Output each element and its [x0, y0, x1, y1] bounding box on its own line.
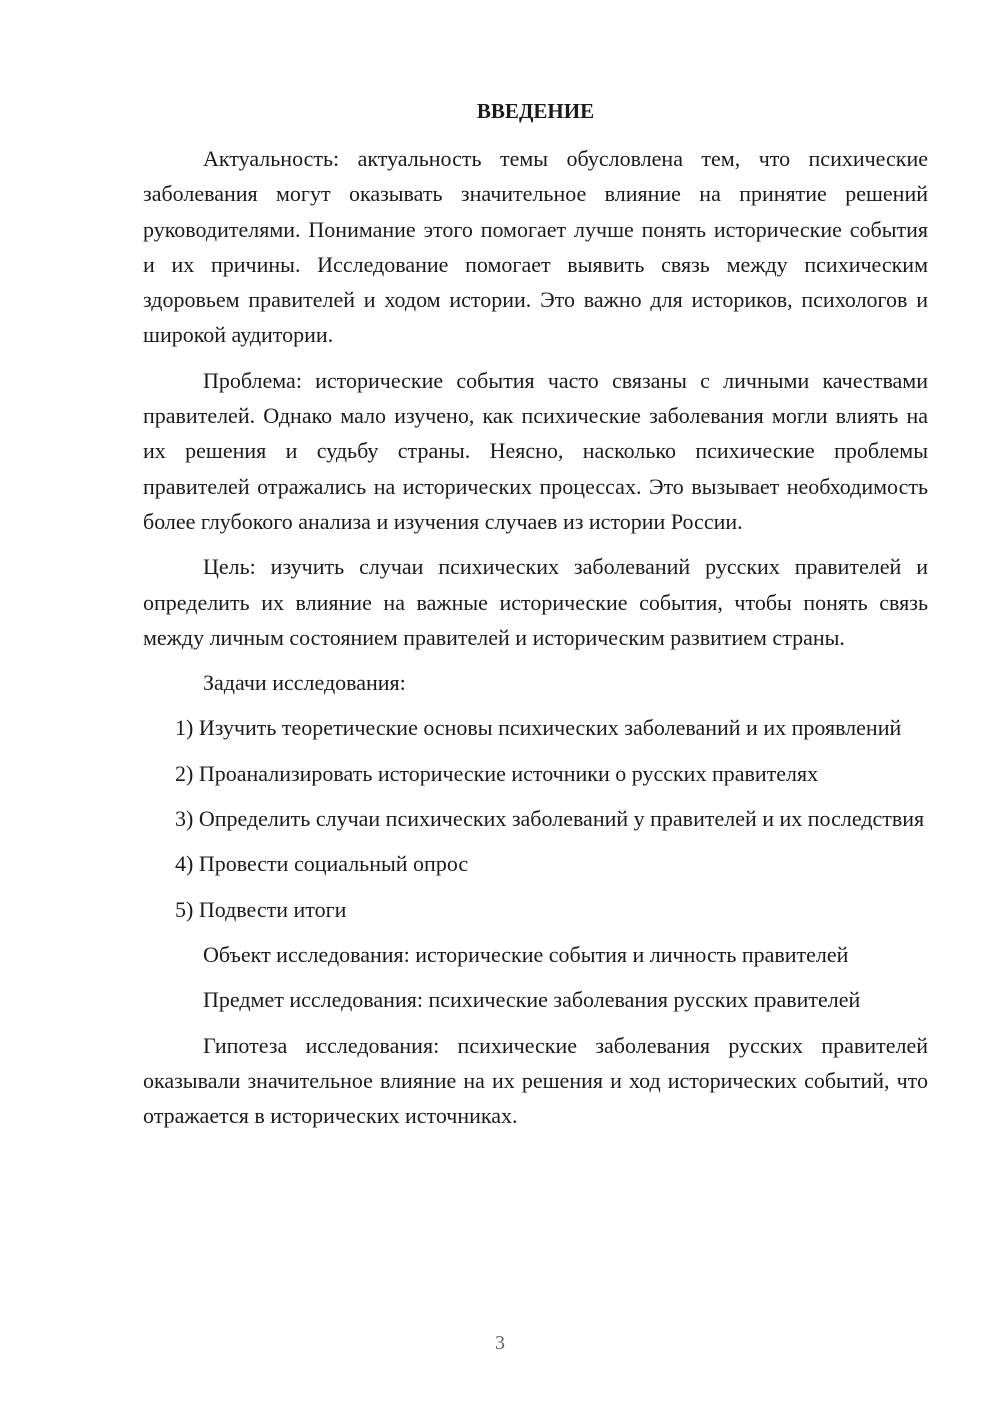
paragraph-relevance: Актуальность: актуальность темы обусловлена тем, что психические заболевания могут оказывать значительное влияние на принятие решений руководителями. Понимание этого помогает лучше понять исторические события и их причины. Исследование помогает выявить связь между психическим здоровьем правителей и ходом истории. Это важно для историков, психологов и широкой аудитории. — [143, 146, 928, 348]
task-item-1: 1) Изучить теоретические основы психических заболеваний и их проявлений — [175, 715, 902, 741]
task-item-4: 4) Провести социальный опрос — [175, 851, 469, 877]
page-number: 3 — [495, 1332, 505, 1354]
section-title: ВВЕДЕНИЕ — [476, 99, 595, 123]
task-item-2: 2) Проанализировать исторические источники о русских правителях — [175, 760, 819, 786]
task-item-3: 3) Определить случаи психических заболеваний у правителей и их последствия — [175, 806, 925, 832]
paragraph-goal: Цель: изучить случаи психических заболеваний русских правителей и определить их влияние на важные исторические события, чтобы понять связь между личным состоянием правителей и историческим развитием страны. — [143, 554, 928, 650]
paragraph-problem: Проблема: исторические события часто связаны с личными качествами правителей. Однако мало изучено, как психические заболевания могли влиять на их решения и судьбу страны. Неясно, насколько психические проблемы правителей отражались на исторических процессах. Это вызывает необходимость более глубокого анализа и изучения случаев из истории России. — [143, 367, 928, 534]
paragraph-object: Объект исследования: исторические события и личность правителей — [203, 941, 849, 967]
task-item-5: 5) Подвести итоги — [175, 896, 347, 922]
paragraph-tasks-heading: Задачи исследования: — [203, 670, 406, 696]
paragraph-hypothesis: Гипотеза исследования: психические заболевания русских правителей оказывали значительное влияние на их решения и ход исторических событий, что отражается в исторических источниках. — [143, 1032, 928, 1129]
paragraph-subject: Предмет исследования: психические заболевания русских правителей — [203, 987, 861, 1013]
page-content — [143, 95, 928, 1143]
